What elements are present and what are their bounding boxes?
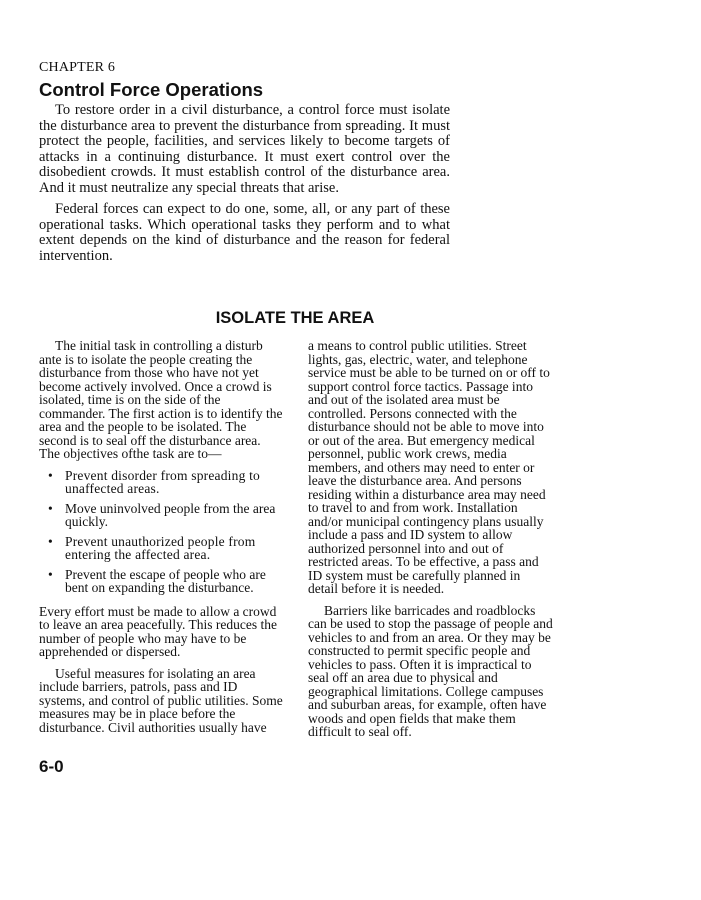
list-item-text: Prevent disorder from spreading to unaffected areas. — [65, 467, 261, 496]
bullet-icon: • — [48, 500, 53, 516]
right-column — [308, 339, 553, 747]
list-item — [39, 502, 283, 529]
section-heading: ISOLATE THE AREA — [215, 309, 375, 327]
body-paragraph: Every effort must be made to allow a crowd to leave an area peacefully. This reduces the number of people who may have to be apprehended or dispersed. — [39, 603, 278, 659]
body-paragraph: a means to control public utilities. Street lights, gas, electric, water, and telephone service must be able to be turned on or off to support control force tactics. Passage into and out of the isolated area must be controlled. Persons connected with the disturbance should not be able to move into or out of the area. But emergency medical personnel, public work crews, media members, and others may need to enter or leave the disturbance area. And persons residing within a disturbance area may need to travel to and from work. Installation and/or municipal contingency plans usually include a pass and ID system to allow authorized personnel into and out of restricted areas. To be effective, a pass and ID system must be carefully planned in detail before it is needed. — [308, 338, 550, 596]
page-number: 6-0 — [39, 757, 64, 776]
list-item-text: Prevent the escape of people who are bent on expanding the disturbance. — [65, 566, 266, 595]
body-paragraph: The initial task in controlling a disturb ante is to isolate the people creating the disturbance from those who have not yet become actively involved. Once a crowd is isolated, time is on the side of the commander. The first action is to identify the area and the people to be isolated. The second is to seal off the disturbance area. The objectives ofthe task are to— — [39, 338, 283, 461]
intro-paragraph: To restore order in a civil disturbance, a control force must isolate the disturbance area to prevent the disturbance from spreading. It must protect the people, facilities, and services likely to become targets of attacks in a continuing disturbance. It must exert control over the disobedient crowds. It must establish control of the disturbance area. And it must neutralize any special threats that arise. — [39, 102, 450, 196]
chapter-title: Control Force Operations — [39, 79, 264, 100]
list-item — [39, 535, 283, 562]
bullet-icon: • — [48, 566, 53, 582]
list-item — [39, 469, 283, 496]
bullet-icon: • — [48, 467, 53, 483]
list-item-text: Move uninvolved people from the area quickly. — [65, 500, 276, 529]
intro-section — [39, 103, 450, 270]
list-item-text: Prevent unauthorized people from entering the affected area. — [65, 533, 256, 562]
intro-paragraph: Federal forces can expect to do one, some, all, or any part of these operational tasks. Which operational tasks they perform and to what extent depends on the kind of disturbance and the reason for federal intervention. — [39, 201, 450, 264]
body-paragraph: Useful measures for isolating an area include barriers, patrols, pass and ID systems, and control of public utilities. Some measures may be in place before the disturbance. Civil authorities usually have — [39, 665, 283, 735]
left-column — [39, 339, 283, 742]
list-item — [39, 568, 283, 595]
body-paragraph: Barriers like barricades and roadblocks can be used to stop the passage of people and vehicles to and from an area. Or they may be constructed to permit specific people and vehicles to pass. Often it is impractical to seal off an area due to physical and geographical limitations. College campuses and suburban areas, for example, often have woods and open fields that make them difficult to seal off. — [308, 602, 553, 739]
objectives-list — [39, 469, 283, 595]
chapter-label: CHAPTER 6 — [39, 60, 116, 75]
bullet-icon: • — [48, 533, 53, 549]
